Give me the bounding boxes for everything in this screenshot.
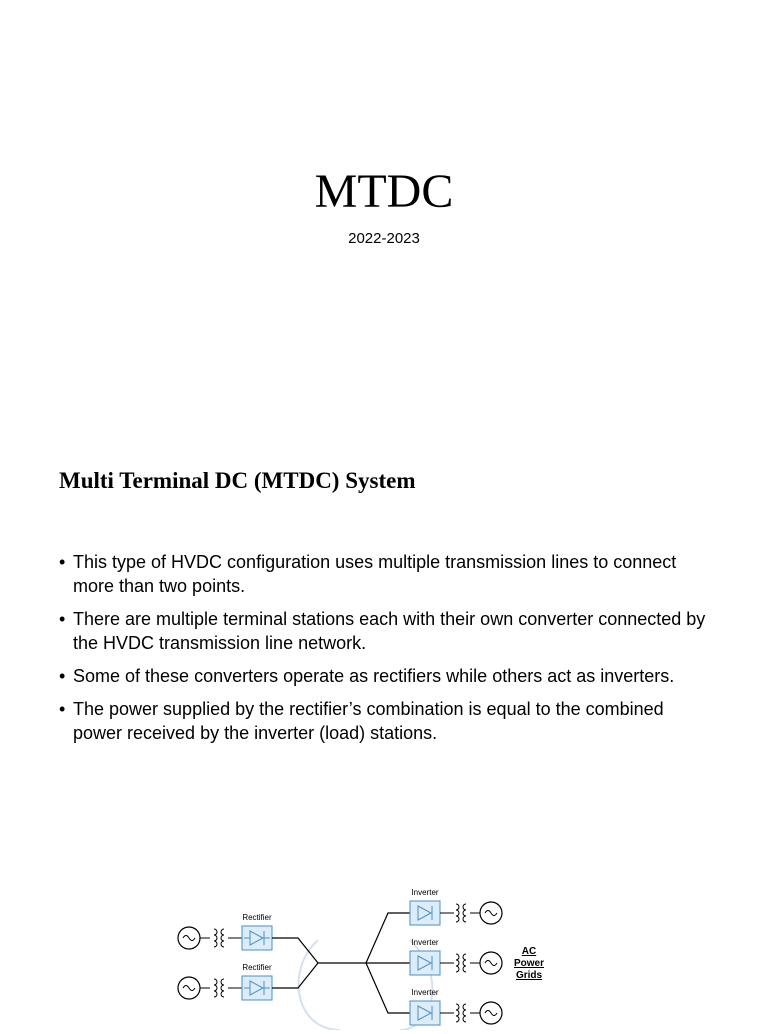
bullet-item bbox=[59, 697, 709, 745]
dc-transmission-line bbox=[366, 963, 410, 1013]
grid-label-line: AC bbox=[521, 946, 537, 957]
slide-title: MTDC bbox=[314, 165, 454, 218]
slide-subtitle: 2022-2023 bbox=[348, 230, 420, 247]
bullet-text: Some of these converters operate as rectifiers while others act as inverters. bbox=[73, 666, 675, 686]
bullet-text: This type of HVDC configuration uses multiple transmission lines to connect more than two points. bbox=[73, 552, 677, 596]
section-heading: Multi Terminal DC (MTDC) System bbox=[59, 468, 416, 493]
transformer-icon bbox=[214, 979, 224, 997]
transformer-icon bbox=[456, 1004, 466, 1022]
transformer-icon bbox=[456, 954, 466, 972]
inverter-station bbox=[410, 988, 502, 1025]
transformer-icon bbox=[456, 904, 466, 922]
bullet-marker: • bbox=[59, 666, 66, 686]
bullet-item bbox=[59, 550, 709, 598]
rectifier-station bbox=[178, 963, 318, 1000]
inverter-label: Inverter bbox=[411, 988, 439, 997]
bullet-marker: • bbox=[59, 699, 66, 719]
inverter-station bbox=[410, 938, 502, 975]
bullet-marker: • bbox=[59, 552, 66, 572]
rectifier-label: Rectifier bbox=[242, 913, 272, 922]
bullet-item bbox=[59, 664, 709, 688]
bullet-text: There are multiple terminal stations each with their own converter connected by the HVDC transmission line network. bbox=[73, 609, 706, 653]
inverter-label: Inverter bbox=[411, 938, 439, 947]
inverter-label: Inverter bbox=[411, 888, 439, 897]
title-slide bbox=[0, 0, 768, 430]
inverter-station bbox=[410, 888, 502, 925]
rectifier-label: Rectifier bbox=[242, 963, 272, 972]
inverter-converter-icon bbox=[410, 1001, 440, 1025]
mtdc-diagram bbox=[170, 880, 570, 1030]
grid-label-line: Power bbox=[513, 958, 545, 969]
bullet-text: The power supplied by the rectifier’s combination is equal to the combined power received by the inverter (load) stations. bbox=[73, 699, 664, 743]
mtdc-diagram-svg bbox=[170, 880, 570, 1030]
bullet-item bbox=[59, 607, 709, 655]
dc-transmission-line bbox=[366, 913, 410, 963]
transformer-icon bbox=[214, 929, 224, 947]
inverter-converter-icon bbox=[410, 951, 440, 975]
rectifier-station bbox=[178, 913, 318, 963]
bullet-list bbox=[59, 550, 709, 754]
ac-power-grids-label bbox=[514, 946, 544, 981]
grid-label-line: Grids bbox=[515, 970, 543, 981]
inverter-converter-icon bbox=[410, 901, 440, 925]
content-slide bbox=[0, 430, 768, 1024]
bullet-marker: • bbox=[59, 609, 66, 629]
